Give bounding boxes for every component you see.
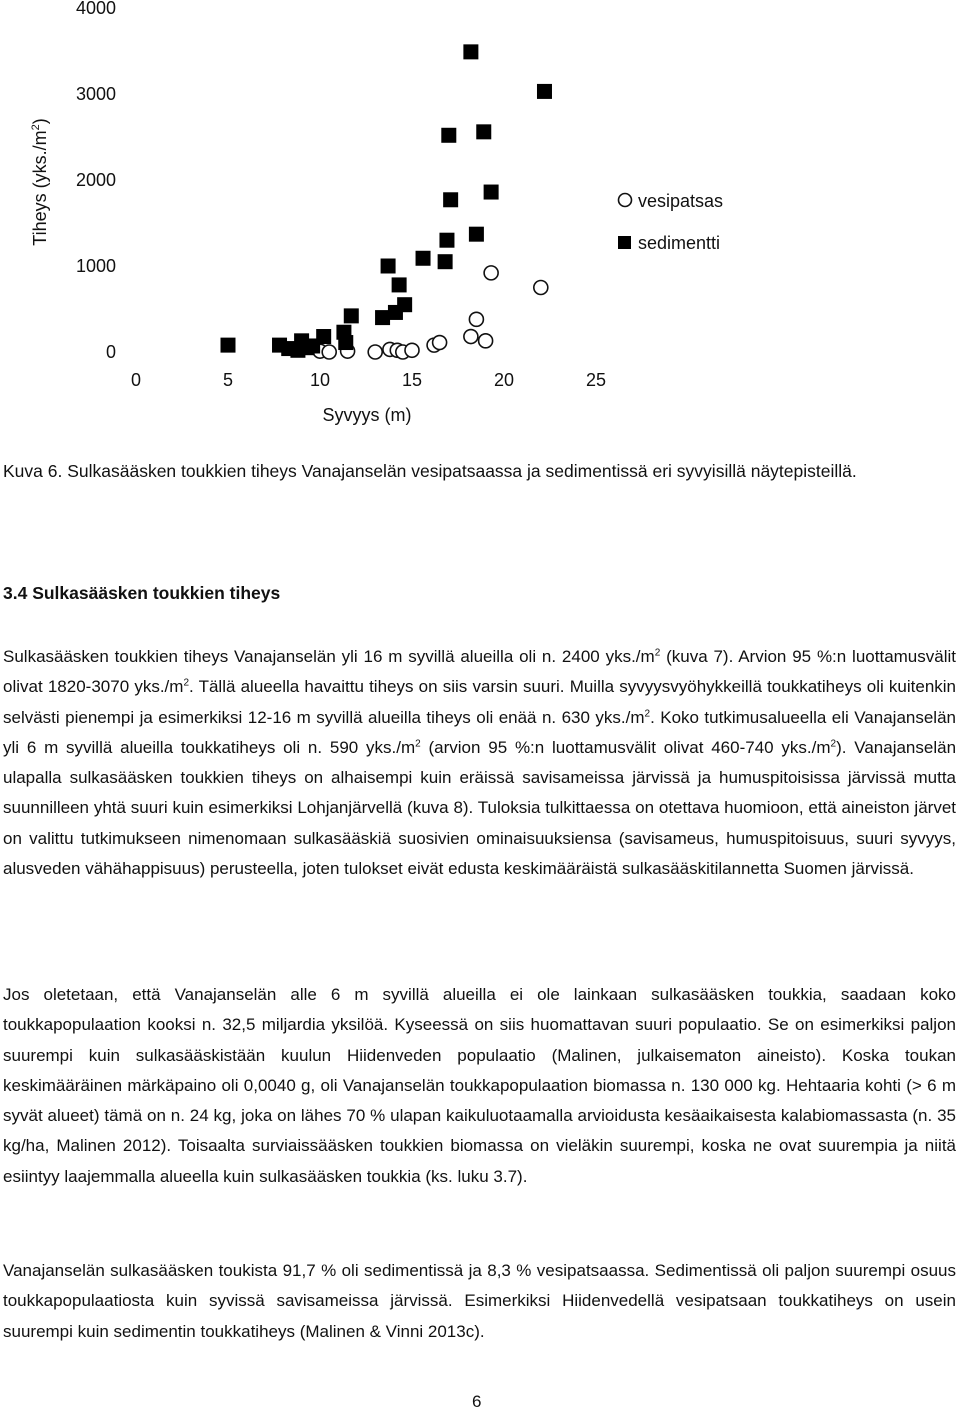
paragraph-3: Vanajanselän sulkasääsken toukista 91,7 % oli sedimentissä ja 8,3 % vesipatsaassa. Sedimentissä oli paljon suurempi osuus toukkapopulaatiosta kuin syvissä savisameissa järvissä. Esimerkiksi Hiidenvedellä vesipatsaan toukkatiheys on usein suurempi kuin sedimentin toukkatiheys (Malinen & Vinni 2013c). [3, 1261, 956, 1341]
page-number: 6 [472, 1392, 482, 1411]
point-sedimentti-10 [344, 308, 359, 323]
y-axis-ticks [76, 0, 116, 362]
x-tick-label-4: 20 [493, 370, 515, 390]
point-sedimentti-9 [338, 335, 353, 350]
y-tick-label-4: 4000 [75, 0, 116, 18]
data-points [221, 44, 552, 359]
point-sedimentti-0 [221, 338, 236, 353]
point-sedimentti-18 [439, 233, 454, 248]
point-sedimentti-21 [463, 44, 478, 59]
legend [618, 191, 723, 253]
y-tick-label-3: 3000 [75, 84, 116, 104]
point-sedimentti-19 [443, 192, 458, 207]
scatter-chart [0, 0, 960, 440]
y-tick-label-2: 2000 [75, 170, 116, 190]
point-sedimentti-16 [416, 251, 431, 266]
y-tick-label-0: 0 [105, 342, 116, 362]
point-vesipatsas-3 [368, 345, 382, 359]
point-sedimentti-23 [476, 124, 491, 139]
paragraph-1: Sulkasääsken toukkien tiheys Vanajanselän yli 16 m syvillä alueilla oli n. 2400 $yks./m^2$ (kuva 7). Arvion 95 %:n luottamusvälit olivat 1820-3070 $yks./m^2$. Tällä alueella havaittu tiheys on siis varsin suuri. Muilla syvyysvyöhykkeillä toukkatiheys oli kuitenkin selvästi pienempi ja esimerkiksi 12-16 m syvillä alueilla tiheys oli enää n. 630 $yks./m^2$. Koko tutkimusalueella eli Vanajanselän yli 6 m syvillä alueilla toukkatiheys oli n. 590 $yks./m^2$ (arvion 95 %:n luottamusvälit olivat 460-740 $yks./m^2$). Vanajanselän ulapalla sulkasääsken toukkien tiheys on alhaisempi kuin eräissä savisameissa järvissä ja humuspitoisissa järvissä mutta suunnilleen yhtä suuri kuin esimerkiksi Lohjanjärvellä (kuva 8). Tuloksia tulkittaessa on otettava huomioon, että aineiston järvet on valittu tutkimukseen nimenomaan sulkasääskiä suosivien ominaisuuksiensa (savisameus, humuspitoisuus, suuri syvyys, alusveden vähähappisuus) perusteella, joten tulokset eivät edusta keskimääräistä sulkasääskitilannetta Suomen järvissä. [3, 647, 957, 879]
point-vesipatsas-9 [433, 336, 447, 350]
legend-marker-sedimentti [618, 236, 631, 249]
point-vesipatsas-12 [479, 334, 493, 348]
x-axis-label: Syvyys (m) [322, 405, 412, 425]
point-sedimentti-17 [438, 254, 453, 269]
point-sedimentti-24 [484, 185, 499, 200]
point-sedimentti-11 [375, 310, 390, 325]
y-axis-label: Tiheys $(yks./m^2)$ [30, 118, 50, 246]
x-tick-label-0: 0 [130, 370, 142, 390]
x-tick-label-1: 5 [222, 370, 234, 390]
legend-marker-vesipatsas [619, 194, 632, 207]
point-vesipatsas-7 [405, 343, 419, 357]
point-vesipatsas-11 [469, 312, 483, 326]
point-vesipatsas-10 [464, 330, 478, 344]
legend-label-vesipatsas: vesipatsas [638, 191, 724, 211]
point-vesipatsas-13 [484, 266, 498, 280]
paragraph-2: Jos oletetaan, että Vanajanselän alle 6 m syvillä alueilla ei ole lainkaan sulkasääsken toukkia, saadaan koko toukkapopulaation kooksi n. 32,5 miljardia yksilöä. Kyseessä on siis huomattavan suuri populaatio. Se on esimerkiksi paljon suurempi kuin sulkasääskistään kuulun Hiidenveden populaatio (Malinen, julkaisematon aineisto). Koska toukan keskimääräinen märkäpaino oli 0,0040 g, oli Vanajanselän toukkapopulaation biomassa n. 130 000 kg. Hehtaaria kohti (> 6 m syvät alueet) tämä on n. 24 kg, joka on lähes 70 % ulapan kaikuluotaamalla arvioidusta kesäaikaisesta kalabiomassasta (n. 35 kg/ha, Malinen 2012). Toisaalta surviaissääsken toukkien biomassa on vieläkin suurempi, koska ne ovat suurempia ja niitä esiintyy laajemmalla alueella kuin sulkasääsken toukkia (ks. luku 3.7). [3, 985, 956, 1186]
point-sedimentti-20 [441, 128, 456, 143]
point-vesipatsas-1 [322, 345, 336, 359]
point-sedimentti-7 [316, 329, 331, 344]
point-sedimentti-22 [469, 227, 484, 242]
section-heading: 3.4 Sulkasääsken toukkien tiheys [3, 583, 281, 603]
x-tick-label-5: 25 [585, 370, 607, 390]
legend-label-sedimentti: sedimentti [638, 233, 721, 253]
x-axis-ticks [131, 370, 606, 390]
point-vesipatsas-14 [534, 281, 548, 295]
point-sedimentti-14 [392, 277, 407, 292]
point-sedimentti-12 [381, 259, 396, 274]
point-sedimentti-15 [397, 297, 412, 312]
figure-caption: Kuva 6. Sulkasääsken toukkien tiheys Vanajanselän vesipatsaassa ja sedimentissä eri syvyisillä näytepisteillä. [3, 461, 857, 481]
x-tick-label-2: 10 [309, 370, 331, 390]
point-sedimentti-25 [537, 84, 552, 99]
x-tick-label-3: 15 [401, 370, 423, 390]
y-tick-label-1: 1000 [75, 256, 116, 276]
